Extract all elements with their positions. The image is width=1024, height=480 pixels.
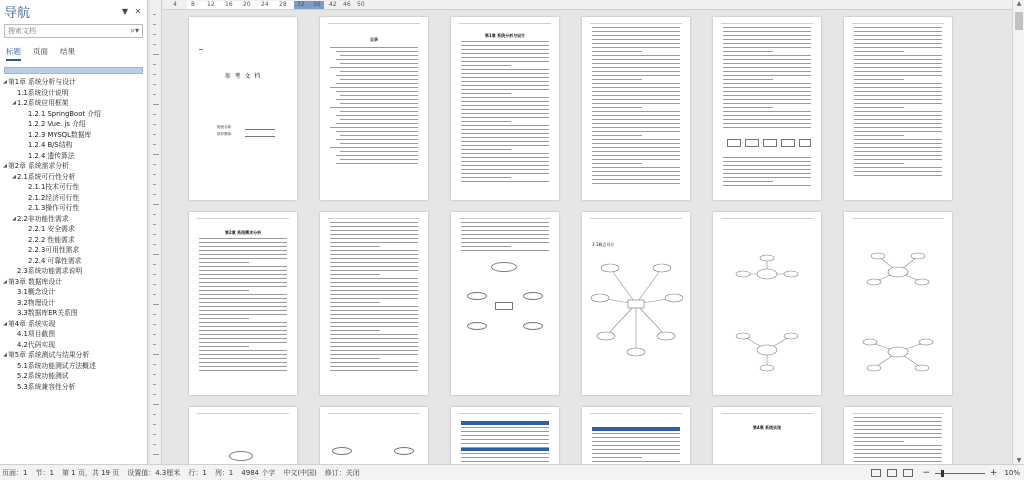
- nav-tree-label: 2.2.4 可靠性需求: [28, 256, 82, 265]
- page-functional[interactable]: [451, 212, 559, 395]
- nav-tabs: [0, 40, 147, 63]
- nav-close-icon[interactable]: ✕: [134, 6, 142, 16]
- nav-tree-item[interactable]: [2, 140, 145, 151]
- page-row3-6[interactable]: [844, 407, 952, 464]
- nav-tab[interactable]: 页面: [33, 47, 48, 56]
- nav-tree-label: 第3章 数据库设计: [8, 277, 63, 286]
- nav-tree-item[interactable]: [2, 130, 145, 141]
- status-right: [871, 465, 1020, 480]
- page-chapter4[interactable]: [713, 407, 821, 464]
- nav-tree-label: 1.2.3 MYSQL数据库: [28, 130, 92, 139]
- horizontal-ruler: [163, 0, 1012, 10]
- nav-tree-item[interactable]: [2, 371, 145, 382]
- nav-tree-label: 1.2.2 Vue. js 介绍: [28, 120, 86, 128]
- nav-tree-label: 2.1系统可行性分析: [17, 172, 76, 181]
- nav-tree-item[interactable]: [2, 319, 145, 330]
- page-row3-4[interactable]: [582, 407, 690, 464]
- chapter4-title: 第4章 系统实现: [752, 425, 782, 430]
- ruler-label: 28: [279, 1, 287, 8]
- status-bar: [0, 464, 1024, 480]
- navigation-pane: [0, 0, 148, 464]
- chapter2-title: 第2章 系统需求分析: [224, 230, 262, 235]
- zoom-slider-thumb[interactable]: [941, 470, 944, 477]
- ruler-label: 42: [329, 1, 337, 8]
- zoom-slider[interactable]: [935, 473, 985, 474]
- nav-tree-label: 4.1项目截图: [17, 330, 55, 338]
- nav-tree-item[interactable]: [2, 77, 145, 88]
- nav-tab[interactable]: 结果: [60, 47, 75, 56]
- status-row[interactable]: 行：1: [188, 468, 207, 477]
- nav-tree-label: 2.2.2 性能需求: [28, 235, 75, 244]
- ruler-label: 20: [243, 1, 251, 8]
- page-er-2[interactable]: [844, 212, 952, 395]
- nav-tree-item[interactable]: [2, 182, 145, 193]
- zoom-level[interactable]: 10%: [1004, 469, 1020, 477]
- status-language[interactable]: 中文(中国): [283, 468, 317, 477]
- nav-tree-item[interactable]: [2, 329, 145, 340]
- nav-tree-label: 5.1系统功能测试方法概述: [17, 361, 96, 370]
- scroll-up-arrow-icon[interactable]: ▲: [1016, 0, 1022, 7]
- ruler-label: 4: [173, 1, 177, 8]
- nav-tree-label: 第5章 系统测试与结果分析: [8, 351, 90, 359]
- page-er-1[interactable]: [713, 212, 821, 395]
- nav-tree-item[interactable]: [2, 266, 145, 277]
- expanded-triangle-icon[interactable]: ◢: [3, 163, 7, 169]
- cover-field-advisor: 指导教师：: [217, 132, 235, 136]
- page-row3-tables[interactable]: [451, 407, 559, 464]
- scrollbar-thumb[interactable]: [1015, 12, 1023, 30]
- nav-tree-item[interactable]: [2, 245, 145, 256]
- page-nonfunctional[interactable]: [320, 212, 428, 395]
- nav-tree-item[interactable]: [2, 109, 145, 120]
- read-mode-icon[interactable]: [871, 469, 881, 477]
- expanded-triangle-icon[interactable]: ◢: [3, 320, 7, 327]
- nav-tree-item[interactable]: [2, 382, 145, 393]
- status-col[interactable]: 列：1: [214, 468, 234, 477]
- cover-field-class: 班级名称：: [217, 125, 235, 129]
- nav-search-box[interactable]: [4, 24, 143, 38]
- vertical-ruler: [150, 0, 162, 464]
- nav-title: 导航: [4, 5, 31, 21]
- chapter1-title: 第1章 系统分析与设计: [484, 33, 526, 38]
- nav-tree-item[interactable]: [2, 235, 145, 246]
- ruler-label: 24: [261, 1, 269, 8]
- nav-tree-item[interactable]: [2, 350, 145, 361]
- nav-heading-tree: [0, 77, 147, 392]
- cover-title: 参 考 文 档: [224, 73, 262, 80]
- vertical-scrollbar[interactable]: [1012, 0, 1024, 464]
- page-diagram-arch[interactable]: [713, 17, 821, 200]
- nav-tree-label: 1.2.4 遗传算法: [28, 151, 75, 160]
- nav-tree-label: 第1章 系统分析与设计: [8, 78, 76, 86]
- toc-title: 目录: [370, 37, 378, 42]
- nav-tree-item[interactable]: [2, 298, 145, 309]
- nav-tree-item[interactable]: [2, 224, 145, 235]
- nav-tree-item[interactable]: [2, 361, 145, 372]
- nav-tree-item[interactable]: [2, 256, 145, 267]
- nav-tree-label: 3.1概念设计: [17, 288, 55, 296]
- web-layout-icon[interactable]: [903, 469, 913, 477]
- nav-collapse-all-bar[interactable]: [4, 67, 143, 74]
- status-word-count[interactable]: 4984 个字: [241, 468, 276, 477]
- chapter3-section: 3.1概念设计: [592, 242, 615, 247]
- status-setting[interactable]: 设置值：4.3厘米: [127, 468, 181, 477]
- ruler-label: 12: [207, 1, 215, 8]
- document-area: [163, 0, 1012, 464]
- nav-tree-label: 2.2非功能性需求: [17, 214, 69, 223]
- ruler-label: 8: [191, 1, 195, 8]
- nav-tree-label: 2.3系统功能需求说明: [17, 267, 83, 275]
- nav-tree-item[interactable]: [2, 214, 145, 225]
- nav-tree-label: 2.2.3可用性需求: [28, 246, 80, 254]
- nav-options-chevron-icon[interactable]: ▼: [121, 6, 129, 16]
- nav-tree-item[interactable]: [2, 98, 145, 109]
- nav-tree-label: 2.1.3操作可行性: [28, 204, 80, 212]
- nav-tree-label: 1.2.4 B/S结构: [28, 141, 73, 149]
- nav-tree-label: 2.2.1 安全需求: [28, 225, 75, 233]
- expanded-triangle-icon[interactable]: ◢: [12, 100, 16, 106]
- print-layout-icon[interactable]: [887, 469, 897, 477]
- nav-tree-item[interactable]: [2, 88, 145, 99]
- ruler-label: 50: [357, 1, 365, 8]
- expanded-triangle-icon[interactable]: ◢: [12, 215, 16, 222]
- nav-header: [0, 0, 147, 22]
- status-page-of[interactable]: 第 1 页，共 19 页: [61, 468, 120, 477]
- page-chapter1-cont[interactable]: [582, 17, 690, 200]
- nav-tree-item[interactable]: [2, 151, 145, 162]
- nav-tree-label: 3.2物理设计: [17, 298, 55, 307]
- page-toc[interactable]: [320, 17, 428, 200]
- scroll-down-arrow-icon[interactable]: ▼: [1016, 457, 1022, 464]
- er-diagram-svg: [713, 212, 821, 395]
- er-diagram-svg: [844, 212, 952, 395]
- expanded-triangle-icon[interactable]: ◢: [12, 173, 16, 180]
- nav-tree-item[interactable]: [2, 193, 145, 204]
- page-concept-design[interactable]: [582, 212, 690, 395]
- nav-tree-label: 2.1.2经济可行性: [28, 193, 80, 202]
- ruler-label: 16: [225, 1, 233, 8]
- nav-tree-label: 1.2.1 SpringBoot 介绍: [28, 109, 101, 118]
- ruler-label: 32: [297, 1, 305, 8]
- nav-tree-label: 第4章 系统实现: [8, 319, 56, 328]
- nav-tree-item[interactable]: [2, 203, 145, 214]
- nav-tree-label: 2.1.1技术可行性: [28, 183, 80, 191]
- nav-tree-label: 5.2系统功能测试: [17, 372, 69, 380]
- page-row3-1[interactable]: [189, 407, 297, 464]
- page-cover[interactable]: [189, 17, 297, 200]
- status-page[interactable]: 页面：1: [2, 468, 28, 477]
- nav-tree-item[interactable]: [2, 172, 145, 183]
- nav-tree-item[interactable]: [2, 287, 145, 298]
- expanded-triangle-icon[interactable]: ◢: [3, 352, 7, 358]
- nav-tree-item[interactable]: [2, 340, 145, 351]
- ruler-label: 36: [313, 1, 321, 8]
- page-row3-2[interactable]: [320, 407, 428, 464]
- nav-tab[interactable]: 标题: [6, 46, 21, 61]
- zoom-out-icon[interactable]: −: [922, 468, 930, 478]
- expanded-triangle-icon[interactable]: ◢: [3, 79, 7, 85]
- nav-tree-label: 5.3系统兼容性分析: [17, 382, 76, 391]
- nav-tree-label: 第2章 系统需求分析: [8, 162, 69, 170]
- nav-search-input[interactable]: [8, 27, 131, 35]
- nav-tree-label: 1.2系统应用框架: [17, 99, 69, 107]
- page-chapter2[interactable]: [189, 212, 297, 395]
- status-track-changes[interactable]: 修订：关闭: [324, 468, 360, 477]
- nav-tree-item[interactable]: [2, 308, 145, 319]
- page-requirements[interactable]: [844, 17, 952, 200]
- nav-tree-label: 4.2代码实现: [17, 340, 55, 349]
- zoom-in-icon[interactable]: +: [989, 468, 998, 478]
- nav-tree-item[interactable]: [2, 119, 145, 130]
- page-chapter1[interactable]: [451, 17, 559, 200]
- er-diagram-svg: [582, 212, 690, 395]
- search-icon[interactable]: ⌕▾: [130, 26, 139, 35]
- nav-tree-label: 3.3数据库ER关系图: [17, 309, 78, 317]
- nav-tree-item[interactable]: [2, 161, 145, 172]
- expanded-triangle-icon[interactable]: ◢: [3, 278, 7, 285]
- nav-tree-item[interactable]: [2, 277, 145, 288]
- nav-tree-label: 1.1系统设计说明: [17, 88, 69, 97]
- status-section[interactable]: 节：1: [35, 468, 54, 477]
- ruler-label: 46: [343, 1, 351, 8]
